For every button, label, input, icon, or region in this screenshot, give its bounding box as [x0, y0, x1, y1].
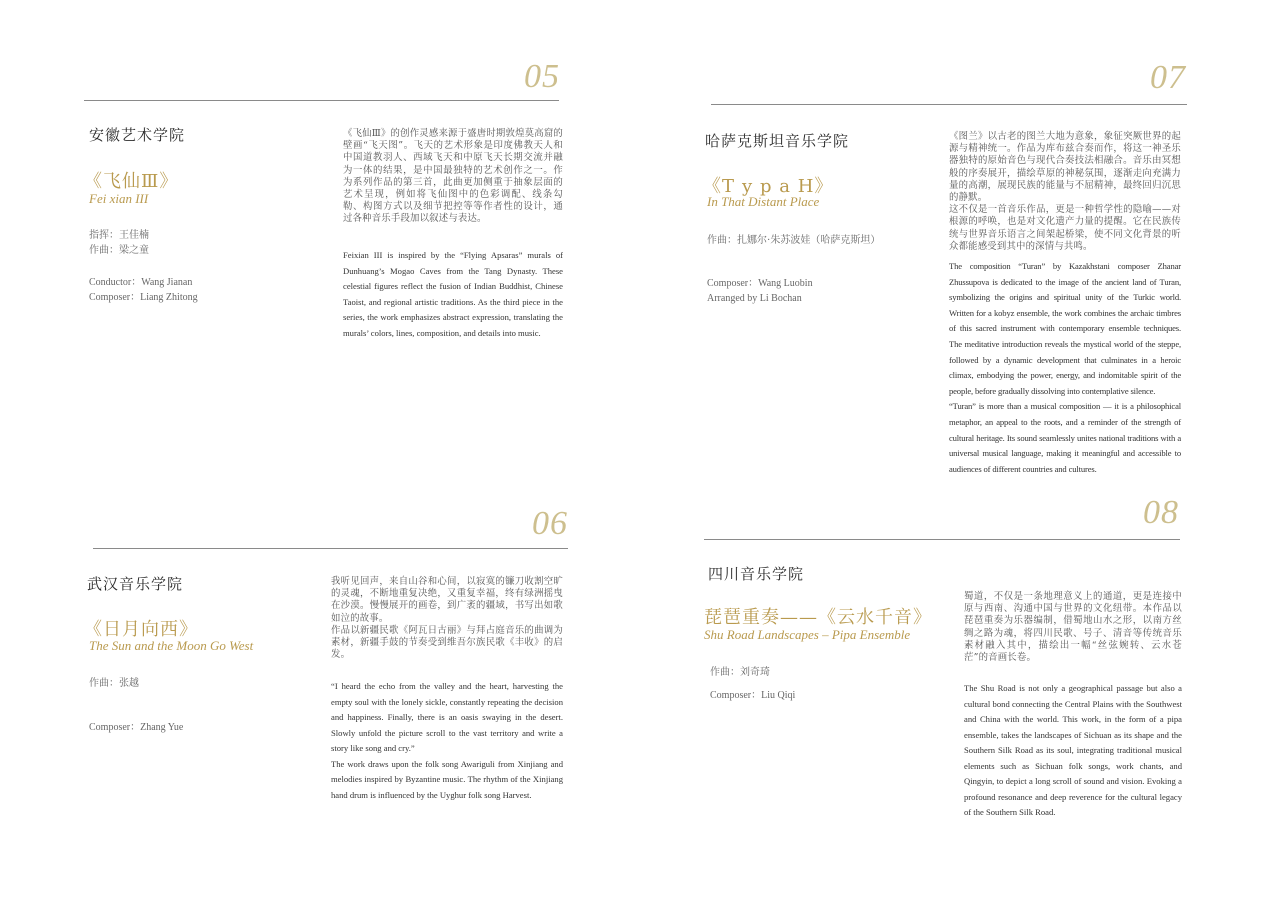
section-divider-05 — [84, 100, 559, 101]
section-divider-08 — [704, 539, 1180, 540]
description-en-paragraph: Feixian III is inspired by the “Flying Apsaras” murals of Dunhuang’s Mogao Caves from the Tang Dynasty. These celestial figures reflect the fusion of Indian Buddhist, Chinese Taoist, and regional artistic traditions. As the third piece in the series, the work emphasizes abstract expression, translating the murals’ colors, lines, composition, and details into music. — [343, 250, 563, 338]
credit-composer-cn: 作曲：刘奇琦 — [710, 667, 770, 678]
description-cn-05 — [343, 128, 563, 226]
credits-en-07 — [707, 276, 813, 306]
description-cn-paragraph: 这不仅是一首音乐作品，更是一种哲学性的隐喻——对根源的呼唤，也是对文化遗产力量的提醒。它在民族传统与世界音乐语言之间架起桥梁，使不同文化背景的听众都能感受到其中的深情与共鸣。 — [949, 204, 1181, 252]
piece-title-cn-07: 《Т у р а Н》 — [703, 176, 834, 197]
section-number-08: 08 — [1143, 494, 1179, 531]
credits-cn-05 — [89, 228, 149, 258]
piece-title-en-07: In That Distant Place — [707, 194, 820, 209]
description-en-paragraph: The work draws upon the folk song Awariguli from Xinjiang and melodies inspired by Byzantine music. The rhythm of the Xinjiang hand drum is influenced by the Uyghur folk song Harvest. — [331, 758, 563, 800]
section-number-06: 06 — [532, 505, 568, 542]
description-en-07 — [949, 259, 1181, 477]
credits-cn-08 — [710, 665, 770, 680]
credit-composer-cn: 作曲：扎娜尔·朱苏波娃（哈萨克斯坦） — [707, 235, 881, 246]
description-cn-08 — [964, 591, 1182, 664]
section-number-07: 07 — [1150, 59, 1186, 96]
credit-conductor-en: Conductor：Wang Jianan — [89, 277, 193, 288]
credit-composer-en: Composer：Zhang Yue — [89, 722, 184, 733]
credits-en-08 — [710, 688, 795, 703]
description-en-06 — [331, 679, 563, 803]
school-name-08: 四川音乐学院 — [708, 565, 805, 583]
credits-cn-06 — [89, 676, 139, 691]
credit-arranger-en: Arranged by Li Bochan — [707, 293, 802, 304]
description-en-paragraph: The Shu Road is not only a geographical passage but also a cultural bond connecting the Central Plains with the Southwest and China with the world. This work, in the form of a pipa ensemble, takes the landscapes of Sichuan as its shape and the Southern Silk Road as its soul, integrating traditional musical elements such as Sichuan folk songs, work chants, and Qingyin, to depict a long scroll of sound and vision. Evoking a profound resonance and deep reverence for the cultural legacy of the Southern Silk Road. — [964, 683, 1182, 817]
credits-en-05 — [89, 275, 198, 305]
description-cn-07 — [949, 131, 1181, 253]
description-cn-paragraph: 《飞仙Ⅲ》的创作灵感来源于盛唐时期敦煌莫高窟的壁画“飞天图”。飞天的艺术形象是印度佛教天人和中国道教羽人、西域飞天和中原飞天长期交流并融为一体的结果，是中国最独特的艺术创作之一。作为系列作品的第三首，此曲更加侧重于抽象层面的艺术呈现，例如将飞仙图中的色彩调配、线条勾勒、构图方式以及细节把控等等作者性的设计，通过各种音乐手段加以叙述与表达。 — [343, 128, 563, 225]
description-en-paragraph: “I heard the echo from the valley and the heart, harvesting the empty soul with the lonely sickle, constantly repeating the decision and happiness. Finally, there is an oasis swaying in the desert. Slowly unfold the picture scroll to the vast territory and write a story like song and cry.” — [331, 681, 563, 753]
description-cn-paragraph: 我听见回声，来自山谷和心间，以寂寞的镰刀收割空旷的灵魂，不断地重复决绝，又重复幸福，终有绿洲摇曳在沙漠。慢慢展开的画卷，到广袤的疆域，书写出如歌如泣的故事。 — [331, 576, 563, 624]
piece-title-en-05: Fei xian III — [89, 191, 149, 206]
description-cn-paragraph: 蜀道，不仅是一条地理意义上的通道，更是连接中原与西南、沟通中国与世界的文化纽带。本作品以琵琶重奏为乐器编制，借蜀地山水之形，以南方丝绸之路为魂，将四川民歌、号子、清音等传统音乐素材融入其中，描绘出一幅“丝弦婉转、云水苍茫”的音画长卷。 — [964, 591, 1182, 664]
description-cn-paragraph: 《图兰》以古老的图兰大地为意象，象征突厥世界的起源与精神统一。作品为库布兹合奏而作，将这一神圣乐器独特的原始音色与现代合奏技法相融合。音乐由冥想般的序奏展开，描绘草原的神秘氛围，逐渐走向充满力量的高潮，展现民族的能量与不屈精神，最终回归沉思的静默。 — [949, 131, 1181, 204]
description-cn-06 — [331, 576, 563, 661]
section-divider-07 — [711, 104, 1187, 105]
credit-composer-en: Composer：Liang Zhitong — [89, 292, 198, 303]
school-name-05: 安徽艺术学院 — [89, 126, 186, 144]
piece-title-en-08: Shu Road Landscapes – Pipa Ensemble — [704, 627, 911, 642]
school-name-06: 武汉音乐学院 — [87, 575, 184, 593]
credits-en-06 — [89, 720, 183, 735]
piece-title-en-06: The Sun and the Moon Go West — [89, 638, 254, 653]
description-en-08 — [964, 681, 1182, 821]
credits-cn-07 — [707, 233, 880, 248]
description-en-paragraph: “Turan” is more than a musical composition — it is a philosophical metaphor, an appeal to the roots, and a reminder of the strength of cultural heritage. Its sound seamlessly unites national traditions with a universal musical language, making it meaningful and accessible to audiences of different countries and cultures. — [949, 401, 1181, 474]
credit-composer-en: Composer：Wang Luobin — [707, 278, 813, 289]
credit-composer-cn: 作曲：梁之童 — [89, 245, 149, 256]
piece-title-cn-05: 《飞仙Ⅲ》 — [84, 171, 179, 192]
description-en-paragraph: The composition “Turan” by Kazakhstani composer Zhanar Zhussupova is dedicated to the image of the ancient land of Turan, symbolizing the origins and spiritual unity of the Turkic world. Written for a kobyz ensemble, the work combines the archaic timbres of this sacred instrument with contemporary ensemble techniques. The meditative introduction reveals the mystical world of the steppe, followed by a dynamic development that culminates in a heroic climax, embodying the power, energy, and indomitable spirit of the people, before gradually dissolving into contemplative silence. — [949, 261, 1181, 396]
piece-title-cn-08: 琵琶重奏——《云水千音》 — [704, 607, 932, 628]
description-en-05 — [343, 248, 563, 341]
section-number-05: 05 — [524, 58, 560, 95]
section-divider-06 — [93, 548, 568, 549]
piece-title-cn-06: 《日月向西》 — [84, 619, 198, 640]
credit-composer-cn: 作曲：张越 — [89, 678, 139, 689]
credit-conductor-cn: 指挥：王佳楠 — [89, 230, 149, 241]
school-name-07: 哈萨克斯坦音乐学院 — [705, 132, 850, 150]
credit-composer-en: Composer：Liu Qiqi — [710, 690, 796, 701]
description-cn-paragraph: 作品以新疆民歌《阿瓦日古丽》与拜占庭音乐的曲调为素材，新疆手鼓的节奏受到维吾尔族民歌《丰收》的启发。 — [331, 624, 563, 661]
